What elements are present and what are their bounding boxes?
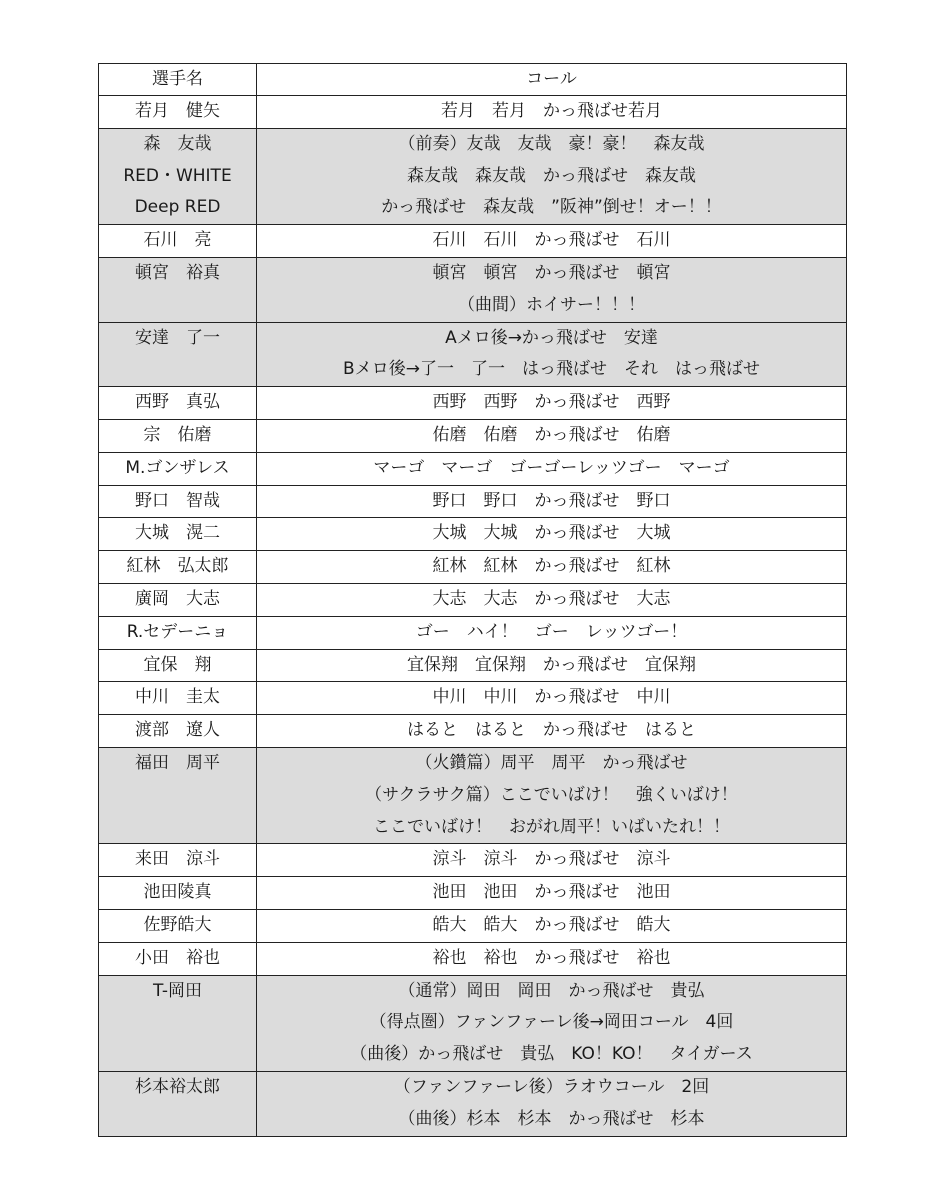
- call-line: 大城 大城 かっ飛ばせ 大城: [432, 523, 671, 544]
- call-cell: [257, 909, 847, 942]
- call-cell: [257, 942, 847, 975]
- table-row: [99, 485, 847, 518]
- player-name: T-岡田: [153, 980, 202, 1001]
- player-name-cell: [99, 715, 257, 748]
- player-name: 池田陵真: [143, 882, 212, 903]
- call-line: 石川 石川 かっ飛ばせ 石川: [432, 230, 671, 251]
- table-row: [99, 909, 847, 942]
- player-name: Deep RED: [134, 197, 221, 218]
- table-row: [99, 419, 847, 452]
- player-name-cell: [99, 322, 257, 387]
- player-name-cell: [99, 583, 257, 616]
- table-row: [99, 128, 847, 224]
- player-name-cell: [99, 975, 257, 1071]
- player-name: 頓宮 裕真: [135, 262, 220, 283]
- call-line: 野口 野口 かっ飛ばせ 野口: [432, 490, 671, 511]
- player-name: 若月 健矢: [135, 101, 220, 121]
- player-name-cell: [99, 942, 257, 975]
- player-name: 大城 滉二: [135, 523, 220, 544]
- call-line: （得点圏）ファンファーレ後→岡田コール 4回: [369, 1012, 734, 1033]
- call-cell: [257, 616, 847, 649]
- player-name: 紅林 弘太郎: [126, 556, 229, 577]
- player-name: 廣岡 大志: [135, 588, 220, 609]
- call-line: （ファンファーレ後）ラオウコール 2回: [393, 1076, 710, 1097]
- player-name: 渡部 遼人: [135, 720, 220, 741]
- call-cell: [257, 844, 847, 877]
- call-line: （曲後）かっ飛ばせ 貴弘 KO！KO！ タイガース: [350, 1044, 753, 1065]
- call-cell: [257, 452, 847, 485]
- call-line: 裕也 裕也 かっ飛ばせ 裕也: [432, 947, 671, 968]
- player-name: 福田 周平: [135, 752, 220, 773]
- player-name: 野口 智哉: [135, 490, 220, 511]
- table-header-row: [99, 64, 847, 96]
- player-name-cell: [99, 909, 257, 942]
- player-name: RED・WHITE: [123, 165, 232, 186]
- call-cell: [257, 747, 847, 843]
- table-body: [99, 96, 847, 1137]
- table-row: [99, 387, 847, 420]
- call-cell: [257, 96, 847, 129]
- call-line: はると はると かっ飛ばせ はると: [407, 720, 696, 741]
- table-row: [99, 225, 847, 258]
- player-name-cell: [99, 257, 257, 322]
- table-row: [99, 747, 847, 843]
- player-name-cell: [99, 844, 257, 877]
- player-name-cell: [99, 518, 257, 551]
- call-cell: [257, 387, 847, 420]
- table-row: [99, 616, 847, 649]
- table-row: [99, 844, 847, 877]
- player-name-cell: [99, 877, 257, 910]
- player-name-cell: [99, 747, 257, 843]
- player-name: 佐野皓大: [143, 914, 212, 935]
- call-line: Aメロ後→かっ飛ばせ 安達: [445, 327, 658, 348]
- player-name-cell: [99, 682, 257, 715]
- player-name: M.ゴンザレス: [125, 457, 230, 478]
- call-line: 中川 中川 かっ飛ばせ 中川: [432, 687, 671, 708]
- call-cell: [257, 225, 847, 258]
- call-cell: [257, 419, 847, 452]
- player-name-cell: [99, 225, 257, 258]
- call-line: マーゴ マーゴ ゴーゴーレッツゴー マーゴ: [373, 457, 730, 478]
- player-name-cell: [99, 1071, 257, 1136]
- player-name: 宜保 翔: [143, 654, 212, 675]
- call-line: 宜保翔 宜保翔 かっ飛ばせ 宜保翔: [407, 654, 696, 675]
- call-cell: [257, 551, 847, 584]
- call-cell: [257, 485, 847, 518]
- call-cell: [257, 257, 847, 322]
- call-cell: [257, 583, 847, 616]
- cheer-call-table: [98, 63, 847, 1137]
- call-line: ここでいばけ！ おがれ周平！いばいたれ！！: [373, 816, 730, 837]
- player-name-cell: [99, 616, 257, 649]
- call-cell: [257, 128, 847, 224]
- call-cell: [257, 682, 847, 715]
- table-row: [99, 942, 847, 975]
- table-row: [99, 452, 847, 485]
- player-name: 宗 佑磨: [143, 424, 212, 445]
- call-line: ゴー ハイ！ ゴー レッツゴー！: [415, 621, 688, 642]
- player-name-cell: [99, 551, 257, 584]
- call-line: 頓宮 頓宮 かっ飛ばせ 頓宮: [432, 262, 671, 283]
- call-line: 涼斗 涼斗 かっ飛ばせ 涼斗: [432, 849, 671, 870]
- call-cell: [257, 877, 847, 910]
- player-name-cell: [99, 128, 257, 224]
- call-cell: [257, 649, 847, 682]
- table-row: [99, 322, 847, 387]
- table-row: [99, 257, 847, 322]
- table-row: [99, 877, 847, 910]
- player-name: 杉本裕太郎: [135, 1076, 220, 1097]
- call-line: 西野 西野 かっ飛ばせ 西野: [432, 392, 671, 413]
- player-name-cell: [99, 649, 257, 682]
- call-line: 皓大 皓大 かっ飛ばせ 皓大: [432, 914, 671, 935]
- call-cell: [257, 518, 847, 551]
- player-name: 森 友哉: [143, 133, 212, 154]
- header-call: コール: [257, 64, 847, 96]
- call-line: 若月 若月 かっ飛ばせ若月: [441, 101, 662, 121]
- player-name-cell: [99, 452, 257, 485]
- call-line: 佑磨 佑磨 かっ飛ばせ 佑磨: [432, 424, 671, 445]
- player-name-cell: [99, 96, 257, 129]
- call-line: 池田 池田 かっ飛ばせ 池田: [432, 882, 671, 903]
- table-row: [99, 551, 847, 584]
- call-line: （通常）岡田 岡田 かっ飛ばせ 貴弘: [398, 980, 705, 1001]
- call-line: 紅林 紅林 かっ飛ばせ 紅林: [432, 556, 671, 577]
- player-name-cell: [99, 419, 257, 452]
- table-row: [99, 96, 847, 129]
- call-line: Bメロ後→了一 了一 はっ飛ばせ それ はっ飛ばせ: [343, 359, 760, 380]
- player-name: 西野 真弘: [135, 392, 220, 413]
- header-player-name: 選手名: [99, 64, 257, 96]
- call-line: （曲後）杉本 杉本 かっ飛ばせ 杉本: [398, 1108, 705, 1129]
- call-line: 大志 大志 かっ飛ばせ 大志: [432, 588, 671, 609]
- call-line: （火鑽篇）周平 周平 かっ飛ばせ: [415, 752, 688, 773]
- player-name: 中川 圭太: [135, 687, 220, 708]
- table-row: [99, 583, 847, 616]
- table-row: [99, 518, 847, 551]
- table-row: [99, 715, 847, 748]
- player-name-cell: [99, 387, 257, 420]
- player-name: 安達 了一: [135, 327, 220, 348]
- player-name: 石川 亮: [143, 230, 212, 251]
- call-line: （前奏）友哉 友哉 豪！豪！ 森友哉: [398, 133, 705, 154]
- player-name: 来田 涼斗: [135, 849, 220, 870]
- player-name: 小田 裕也: [135, 947, 220, 968]
- table-row: [99, 682, 847, 715]
- call-line: 森友哉 森友哉 かっ飛ばせ 森友哉: [407, 165, 696, 186]
- call-cell: [257, 975, 847, 1071]
- call-line: （曲間）ホイサー！！！: [458, 294, 645, 315]
- player-name-cell: [99, 485, 257, 518]
- table-row: [99, 1071, 847, 1136]
- call-line: （サクラサク篇）ここでいばけ！ 強くいばけ！: [365, 784, 738, 805]
- table-row: [99, 975, 847, 1071]
- call-cell: [257, 322, 847, 387]
- player-name: R.セデーニョ: [126, 621, 229, 642]
- table-row: [99, 649, 847, 682]
- call-cell: [257, 1071, 847, 1136]
- call-cell: [257, 715, 847, 748]
- call-line: かっ飛ばせ 森友哉 ”阪神”倒せ！オー！！: [381, 197, 722, 218]
